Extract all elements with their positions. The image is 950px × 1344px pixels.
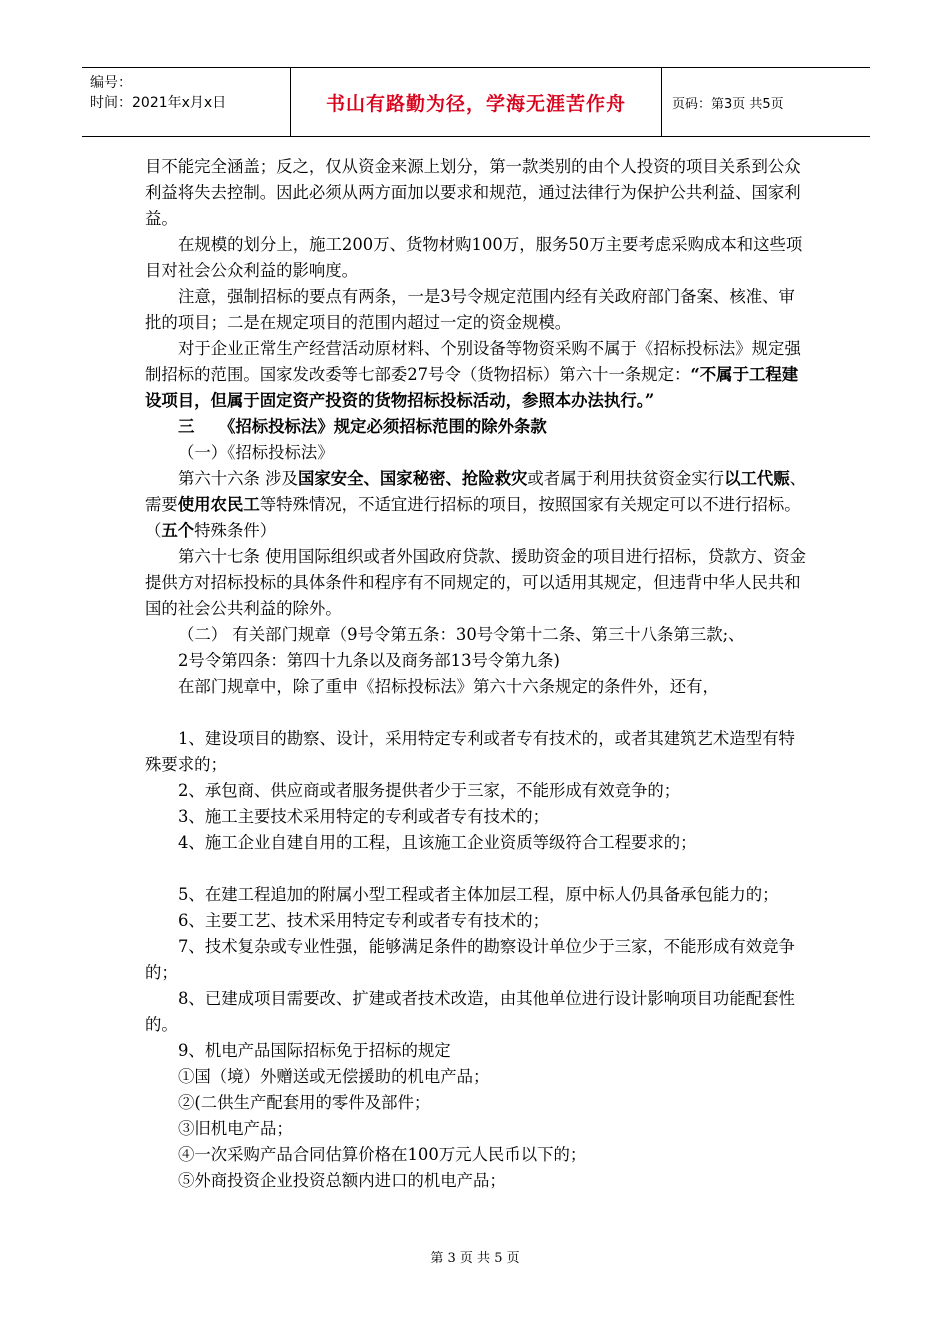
paragraph: 目不能完全涵盖；反之，仅从资金来源上划分，第一款类别的由个人投资的项目关系到公众利益将失去控制。因此必须从两方面加以要求和规范，通过法律行为保护公共利益、国家利益。 (145, 157, 801, 228)
header-motto: 书山有路勤为径，学海无涯苦作舟 (291, 68, 662, 136)
header-meta (82, 68, 291, 136)
paragraph: 在规模的划分上，施工200万、货物材购100万，服务50万主要考虑采购成本和这些项目对社会公众利益的影响度。 (145, 235, 803, 280)
sub-list-item: ②(二供生产配套用的零件及部件； (178, 1093, 431, 1112)
page-header (82, 67, 870, 137)
paragraph: 2号令第四条：第四十九条以及商务部13号令第九条) (178, 651, 560, 670)
paragraph (145, 336, 809, 414)
header-page-info: 页码：第3页 共5页 (672, 96, 784, 112)
list-item: 2、承包商、供应商或者服务提供者少于三家，不能形成有效竞争的； (178, 781, 681, 800)
spacer (145, 700, 809, 726)
list-item: 5、在建工程追加的附属小型工程或者主体加层工程，原中标人仍具备承包能力的； (178, 885, 779, 904)
text: 、需要 (145, 469, 807, 514)
sub-list-item: ④一次采购产品合同估算价格在100万元人民币以下的； (178, 1145, 587, 1164)
sub-list-item: ⑤外商投资企业投资总额内进口的机电产品； (178, 1171, 506, 1190)
article-66 (145, 466, 809, 544)
number-label: 编号： (90, 75, 132, 91)
sub-list-item: ①国（境）外赠送或无偿援助的机电产品； (178, 1067, 490, 1086)
list-item: 7、技术复杂或专业性强，能够满足条件的勘察设计单位少于三家，不能形成有效竞争的； (145, 937, 795, 982)
bold-text: 国家安全、国家秘密、抢险救灾 (297, 469, 528, 488)
quoted-rule: “不属于工程建设项目，但属于固定资产投资的货物招标投标活动，参照本办法执行。” (145, 365, 799, 410)
sub-list-item: ③旧机电产品； (178, 1119, 293, 1138)
paragraph: 在部门规章中，除了重申《招标投标法》第六十六条规定的条件外，还有， (178, 677, 719, 696)
list-item: 3、施工主要技术采用特定的专利或者专有技术的； (178, 807, 550, 826)
text: 等特殊情况，不适宜进行招标的项目，按照国家有关规定可以不进行招标。 （ (145, 495, 809, 540)
document-body (145, 154, 809, 1194)
time-label: 时间：2021年x月x日 (90, 95, 227, 111)
subsection-heading: （一）《招标投标法》 (178, 443, 334, 462)
section-heading: 三 《招标投标法》规定必须招标范围的除外条款 (178, 417, 547, 436)
bold-text: 五个 (161, 521, 195, 540)
list-item: 6、主要工艺、技术采用特定专利或者专有技术的； (178, 911, 550, 930)
list-item: 4、施工企业自建自用的工程，且该施工企业资质等级符合工程要求的； (178, 833, 697, 852)
subsection-heading: （二） 有关部门规章（9号令第五条：30号令第十二条、第三十八条第三款;、 (178, 625, 745, 644)
bold-text: 使用农民工 (177, 495, 260, 514)
paragraph: 注意，强制招标的要点有两条，一是3号令规定范围内经有关政府部门备案、核准、审批的项目；二是在规定项目的范围内超过一定的资金规模。 (145, 287, 795, 332)
list-item: 1、建设项目的勘察、设计，采用特定专利或者专有技术的，或者其建筑艺术造型有特殊要求的； (145, 729, 795, 774)
text: 第六十六条 涉及 (178, 469, 298, 488)
paragraph-text: 对于企业正常生产经营活动原材料、个别设备等物资采购不属于《招标投标法》规定强制招标的范围。国家发改委等七部委27号令（货物招标）第六十一条规定： (145, 339, 801, 384)
page-footer: 第 3 页 共 5 页 (430, 1251, 520, 1266)
text: 或者属于利用扶贫资金实行 (527, 469, 725, 488)
bold-text: 以工代赈 (724, 469, 790, 488)
article-67: 第六十七条 使用国际组织或者外国政府贷款、援助资金的项目进行招标，贷款方、资金提供方对招标投标的具体条件和程序有不同规定的，可以适用其规定，但违背中华人民共和国的社会公共利益的除外。 (145, 547, 807, 618)
text: 特殊条件） (194, 521, 277, 540)
list-item: 9、机电产品国际招标免于招标的规定 (178, 1041, 451, 1060)
list-item: 8、已建成项目需要改、扩建或者技术改造，由其他单位进行设计影响项目功能配套性的。 (145, 989, 795, 1034)
spacer (145, 856, 809, 882)
